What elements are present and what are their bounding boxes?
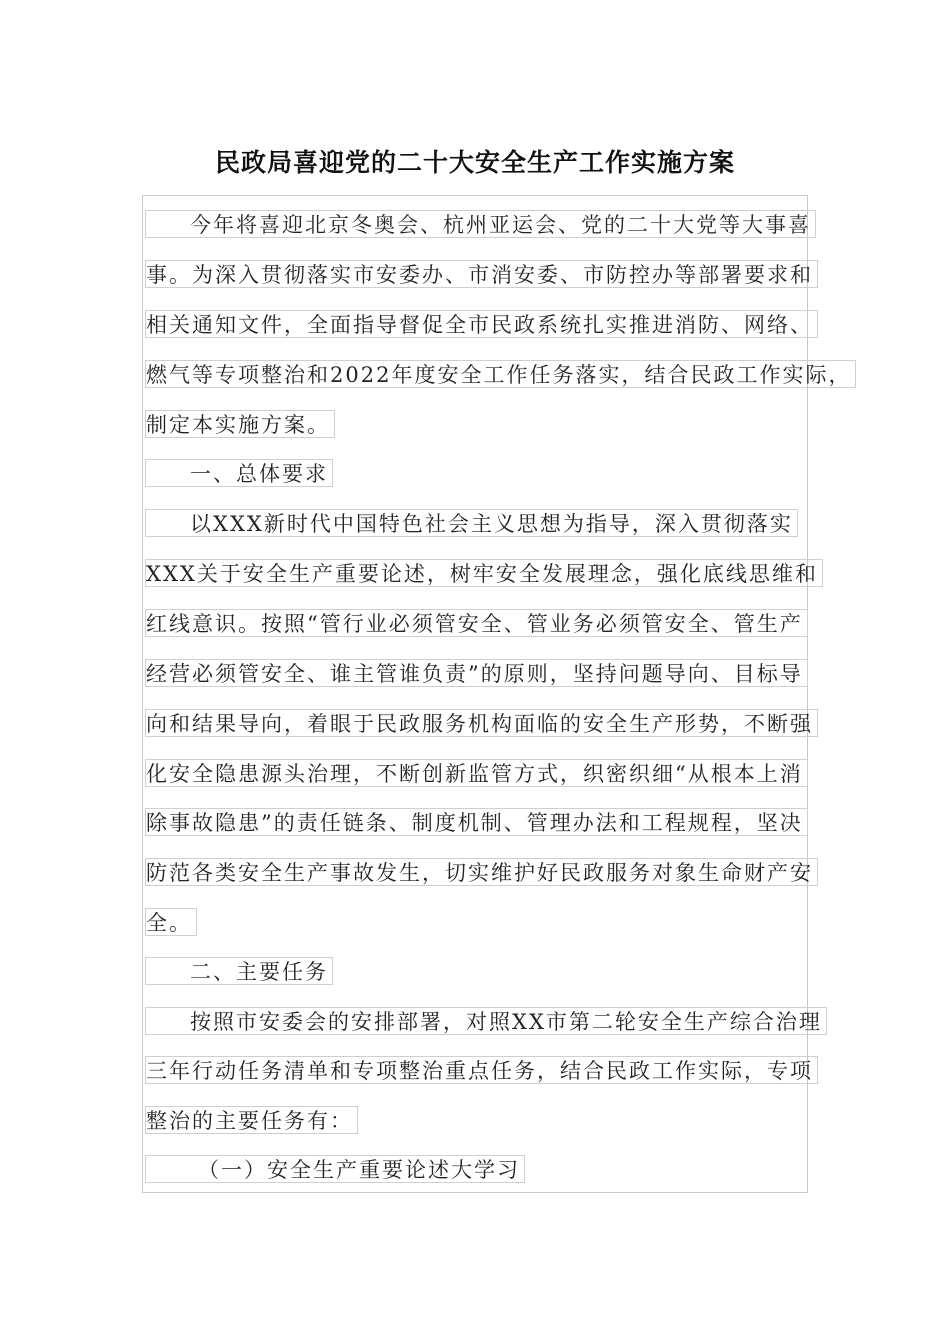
section-heading: 一、总体要求 [145,459,333,487]
section-heading: 二、主要任务 [145,957,333,985]
paragraph-line: 防范各类安全生产事故发生，切实维护好民政服务对象生命财产安 [145,858,818,886]
paragraph-line: 燃气等专项整治和2022年度安全工作任务落实，结合民政工作实际， [145,360,856,388]
paragraph-line: 以XXX新时代中国特色社会主义思想为指导，深入贯彻落实 [145,509,798,537]
paragraph-line: 除事故隐患”的责任链条、制度机制、管理办法和工程规程，坚决 [145,808,808,836]
paragraph-line: 红线意识。按照“管行业必须管安全、管业务必须管安全、管生产 [145,609,808,637]
paragraph-line: 制定本实施方案。 [145,410,335,438]
paragraph-line: 事。为深入贯彻落实市安委办、市消安委、市防控办等部署要求和 [145,260,818,288]
paragraph-line: 今年将喜迎北京冬奥会、杭州亚运会、党的二十大党等大事喜 [145,210,816,238]
paragraph-line: 整治的主要任务有： [145,1106,358,1134]
document-title: 民政局喜迎党的二十大安全生产工作实施方案 [214,148,735,177]
paragraph-line: XXX关于安全生产重要论述，树牢安全发展理念，强化底线思维和 [145,559,823,587]
paragraph-line: 全。 [145,908,197,936]
subsection-heading: （一）安全生产重要论述大学习 [145,1155,525,1183]
paragraph-line: 按照市安委会的安排部署，对照XX市第二轮安全生产综合治理 [145,1007,827,1035]
content-frame [142,195,808,1193]
paragraph-line: 经营必须管安全、谁主管谁负责”的原则，坚持问题导向、目标导 [145,659,808,687]
paragraph-line: 化安全隐患源头治理，不断创新监管方式，织密织细“从根本上消 [145,759,808,787]
paragraph-line: 相关通知文件，全面指导督促全市民政系统扎实推进消防、网络、 [145,310,818,338]
paragraph-line: 向和结果导向，着眼于民政服务机构面临的安全生产形势，不断强 [145,709,818,737]
paragraph-line: 三年行动任务清单和专项整治重点任务，结合民政工作实际，专项 [145,1056,818,1084]
